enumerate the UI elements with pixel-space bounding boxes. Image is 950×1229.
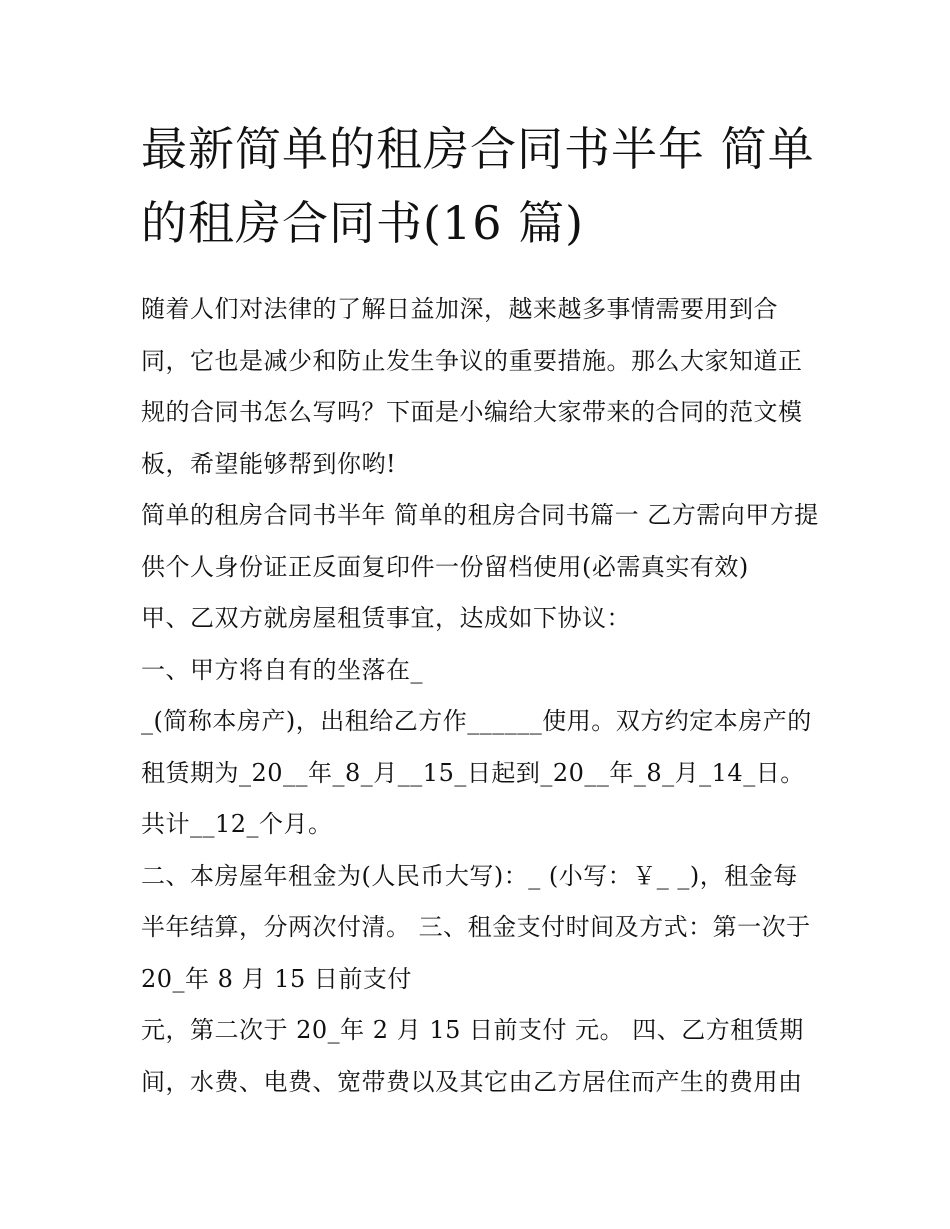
document-page bbox=[141, 112, 821, 1108]
paragraph-intro: 随着人们对法律的了解日益加深，越来越多事情需要用到合同，它也是减少和防止发生争议的重要措施。那么大家知道正规的合同书怎么写吗？下面是小编给大家带来的合同的范文模板，希望能够帮到你哟! bbox=[141, 295, 803, 478]
document-body bbox=[141, 284, 821, 1108]
paragraph-agreement: 甲、乙双方就房屋租赁事宜，达成如下协议： bbox=[141, 604, 631, 632]
paragraph-clause-3-4: 元，第二次于 20_年 2 月 15 日前支付 元。 四、乙方租赁期间，水费、电费、宽带费以及其它由乙方居住而产生的费用由 bbox=[141, 1016, 804, 1096]
paragraph-clause-1-start: 一、甲方将自有的坐落在_ bbox=[141, 655, 423, 684]
document-title: 最新简单的租房合同书半年 简单的租房合同书(16 篇) bbox=[141, 122, 815, 250]
paragraph-clause-2-3: 二、本房屋年租金为(人民币大写)：_ (小写：￥_ _)，租金每半年结算，分两次付清。 三、租金支付时间及方式：第一次于 20_年 8 月 15 日前支付 bbox=[141, 861, 811, 993]
paragraph-heading: 简单的租房合同书半年 简单的租房合同书篇一 乙方需向甲方提供个人身份证正反面复印件一份留档使用(必需真实有效) bbox=[141, 501, 819, 581]
paragraph-clause-1-term: _(简称本房产)，出租给乙方作______使用。双方约定本房产的租赁期为_20__年_8_月__15_日起到_20__年_8_月_14_日。共计__12_个月。 bbox=[141, 707, 812, 838]
